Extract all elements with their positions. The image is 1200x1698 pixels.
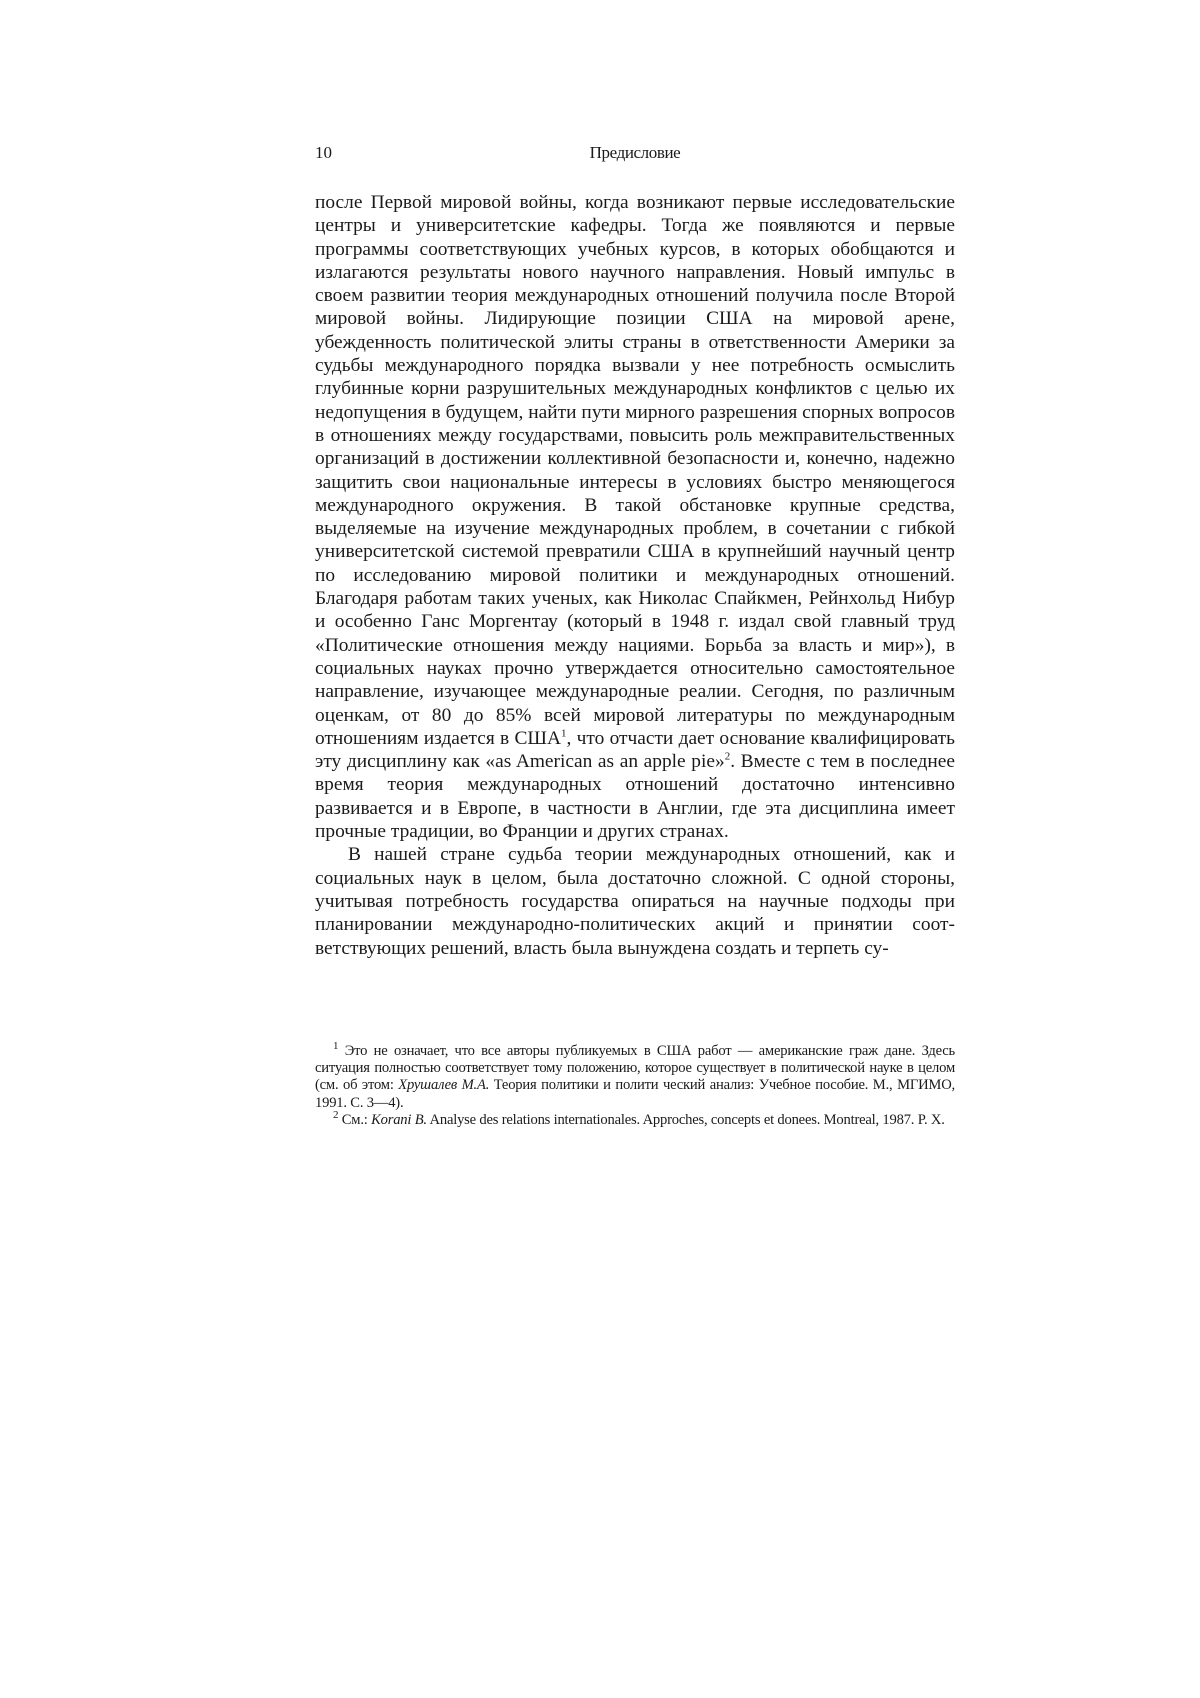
running-head: Предисловие [589, 143, 681, 162]
footnote-1-text-b: Теория политики и полити ческий анализ: Учебное пособие. М., МГИМО, 1991. С. 3—4). [315, 1077, 955, 1111]
page-number: 10 [315, 143, 332, 162]
footnote-1 [315, 1040, 955, 1112]
footnote-2-author: Korani B. [371, 1111, 427, 1128]
footnote-1-mark: 1 [333, 1040, 339, 1053]
footnote-2-text-b: Analyse des relations internationales. Approches, concepts et donees. Montreal, 1987. P. X. [426, 1111, 945, 1128]
footnote-1-author: Хрушалев М.А. [398, 1077, 490, 1094]
paragraph-1-part-a: после Первой мировой войны, когда возникают первые исследовательские центры и университетские кафедры. Тогда же появляются и первые программы соответствующих учебных курсов, в которых обобщаются и излагаются результаты нового научного направления. Новый импульс в своем развитии теория международных отношений получила после Второй мировой войны. Лидирующие позиции США на мировой арене, убежденность политической элиты страны в ответственности Америки за судьбы международного порядка вызвали у нее потребность осмыслить глубинные корни разрушительных международных конфликтов с целью их недопущения в будущем, найти пути мирного разрешения спорных вопросов в отношениях между государствами, повысить роль межправительственных организаций в достижении коллективной безопасности и, конечно, надежно защитить свои национальные интересы в условиях быстро меняющегося международного окружения. В такой обстановке крупные средства, выделяемые на изучение международных проблем, в сочетании с гибкой университетской системой превратили США в крупнейший научный центр по исследованию мировой политики и международных отношений. Благодаря работам таких ученых, как Николас Спайкмен, Рейнхольд Нибур и особенно Ганс Моргентау (который в 1948 г. издал свой главный труд «Политические отношения между нациями. Борьба за власть и мир»), в социальных науках прочно утверждается относительно самостоятельное направление, изучающее международные реалии. Сегодня, по различным оценкам, от 80 до 85% всей мировой литературы по международным отношениям издается в США [315, 192, 955, 749]
paragraph-1-part-b: , что отчасти дает основание квалифицировать эту дисциплину как «as American as an apple pie» [315, 727, 955, 773]
paragraph-1-part-c: . Вместе с тем в последнее время теория международных отношений достаточно интенсивно развивается и в Европе, в частности в Англии, где эта дисциплина имеет прочные традиции, во Франции и других странах. [315, 751, 955, 843]
footnote-ref-1: 1 [560, 727, 567, 740]
footnote-2-text-a: См.: [338, 1111, 372, 1128]
footnote-ref-2: 2 [724, 750, 731, 763]
footnotes [315, 1040, 955, 1129]
page-header [315, 143, 955, 169]
footnote-2 [315, 1108, 955, 1129]
footnote-1-text-a: Это не означает, что все авторы публикуемых в США работ — американские граж дане. Здесь ситуация полностью соответствует тому положению, которое существует в политической науке в целом (см. об этом: [315, 1043, 955, 1094]
footnote-2-mark: 2 [333, 1108, 339, 1121]
body-text [315, 191, 955, 960]
paragraph-1 [315, 191, 955, 843]
paragraph-2: В нашей стране судьба теории международных отношений, как и социальных наук в целом, была достаточно сложной. С одной стороны, учитывая потребность государства опираться на научные подходы при планировании международно-политических акций и принятии соответствующих решений, власть была вынуждена создать и терпеть су- [315, 844, 955, 959]
